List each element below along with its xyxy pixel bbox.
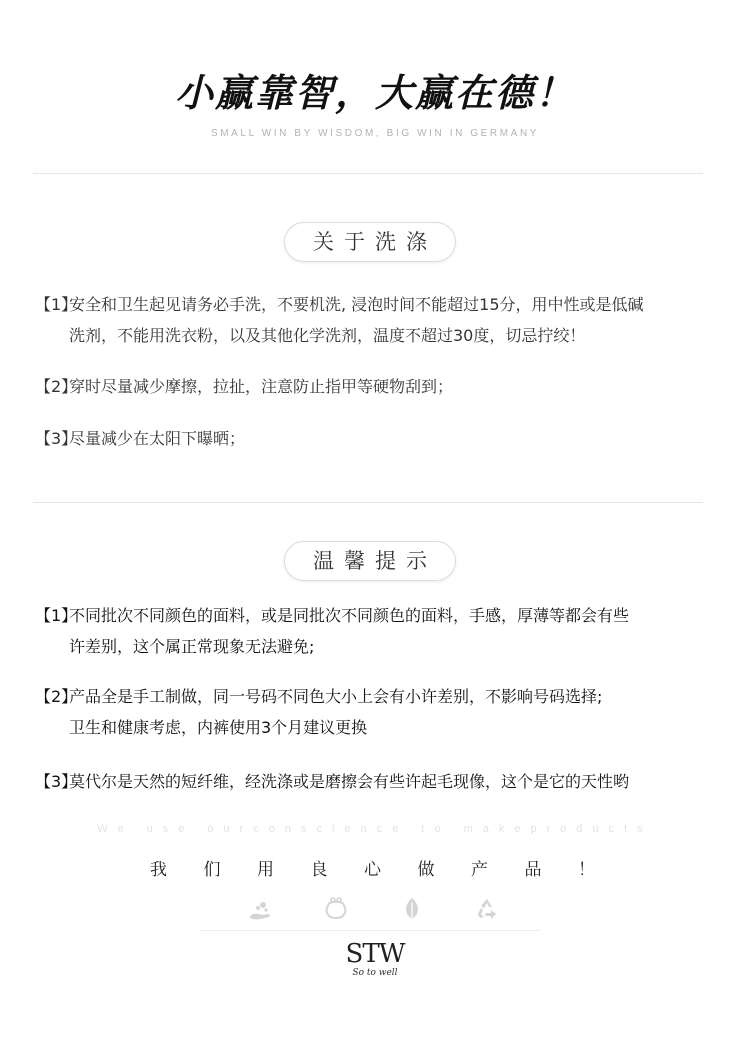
item-text: 莫代尔是天然的短纤维，经洗涤或是磨擦会有些许起毛现像，这个是它的天性哟: [69, 772, 630, 791]
motto-char: 良: [310, 860, 328, 880]
item-text-continued: 洗剂，不能用洗衣粉，以及其他化学洗剂，温度不超过30度，切忌拧绞！: [69, 326, 586, 345]
tips-item-1: [35, 600, 715, 662]
item-text: 尽量减少在太阳下曝晒；: [69, 429, 246, 448]
item-text: 不同批次不同颜色的面料，或是同批次不同颜色的面料，手感，厚薄等都会有些: [69, 606, 630, 625]
item-text: 穿时尽量减少摩擦，拉扯，注意防止指甲等硬物刮到；: [69, 377, 454, 396]
slogan-calligraphy: 小赢靠智，大赢在德！: [174, 70, 575, 115]
item-number: 【3】: [35, 429, 78, 448]
item-text: 产品全是手工制做，同一号码不同色大小上会有小许差别，不影响号码选择;: [69, 687, 603, 706]
washing-item-1: [35, 289, 715, 351]
recycle-icon: [474, 896, 500, 922]
item-text: 安全和卫生起见请务必手洗，不要机洗, 浸泡时间不能超过15分，用中性或是低碱: [69, 295, 644, 314]
motto-chinese: [150, 855, 595, 880]
motto-char: 心: [364, 860, 381, 880]
purse-icon: [323, 896, 349, 922]
motto-char: 做: [417, 860, 435, 880]
eco-icons: [248, 896, 500, 922]
tips-item-3: [35, 766, 715, 797]
logo-mark: STW: [345, 939, 405, 969]
divider: [200, 930, 540, 931]
motto-char: 产: [471, 860, 488, 880]
leaf-icon: [399, 896, 425, 922]
motto-english: We use ourconscience to makeproducts: [97, 823, 653, 835]
item-number: 【1】: [35, 606, 78, 625]
divider: [33, 502, 703, 503]
item-number: 【1】: [35, 295, 78, 314]
motto-char: 们: [203, 860, 221, 880]
motto-char: ！: [578, 860, 595, 880]
logo-tagline: So to well: [352, 968, 398, 978]
item-text-continued: 卫生和健康考虑，内裤使用3个月建议更换: [69, 718, 368, 737]
item-number: 【3】: [35, 772, 78, 791]
divider: [33, 173, 703, 174]
section-title-tips: 温馨提示: [284, 541, 456, 581]
motto-char: 品: [524, 860, 542, 880]
washing-item-3: [35, 423, 715, 454]
section-title-washing: 关于洗涤: [284, 222, 456, 262]
washing-item-2: [35, 371, 715, 402]
slogan-english: SMALL WIN BY WISDOM, BIG WIN IN GERMANY: [210, 128, 540, 139]
brand-logo: [0, 940, 750, 978]
item-number: 【2】: [35, 377, 78, 396]
item-number: 【2】: [35, 687, 78, 706]
hand-care-icon: [248, 896, 274, 922]
motto-char: 用: [257, 860, 274, 880]
item-text-continued: 许差别，这个属正常现象无法避免;: [69, 637, 315, 656]
motto-char: 我: [150, 860, 167, 880]
tips-item-2: [35, 681, 715, 743]
